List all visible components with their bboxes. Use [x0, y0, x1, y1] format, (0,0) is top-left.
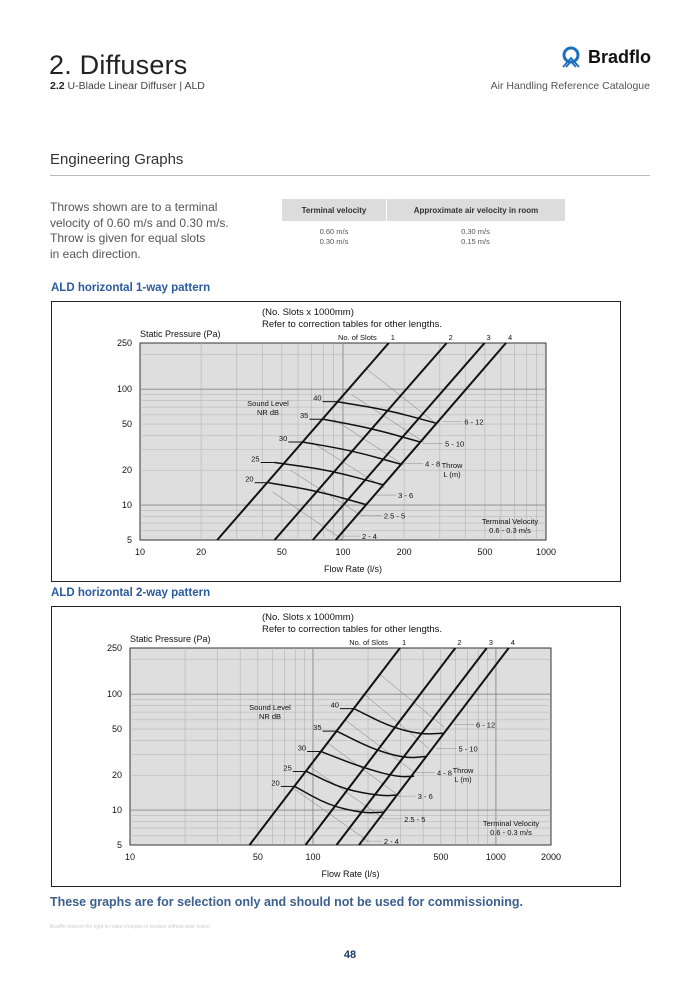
section-divider — [50, 175, 650, 176]
intro-line: velocity of 0.60 m/s and 0.30 m/s. — [50, 215, 229, 230]
table-header — [282, 199, 565, 221]
throw-label: 3 - 6 — [417, 792, 433, 802]
chart-note: (No. Slots x 1000mm) — [262, 307, 354, 318]
x-axis-label: Flow Rate (l/s) — [321, 869, 380, 879]
throw-label: 5 - 10 — [444, 439, 465, 449]
y-tick-label: 50 — [111, 724, 122, 735]
x-tick-label: 500 — [433, 852, 449, 862]
column-header: Terminal velocity — [282, 199, 387, 221]
terminal-velocity-value: 0.6 - 0.3 m/s — [489, 526, 531, 535]
x-tick-label: 10 — [124, 852, 136, 862]
x-tick-label: 50 — [276, 547, 287, 557]
y-axis-label: Static Pressure (Pa) — [140, 329, 221, 339]
x-tick-label: 1000 — [535, 547, 557, 557]
sound-level-label: Sound Level — [249, 703, 291, 712]
x-tick-label: 2000 — [540, 852, 562, 862]
chart-note: Refer to correction tables for other lengths. — [262, 319, 443, 330]
chart-1way — [51, 301, 621, 582]
column-header: Approximate air velocity in room — [413, 205, 539, 215]
terminal-velocity-label: Terminal Velocity — [482, 819, 540, 828]
intro-line: in each direction. — [50, 246, 141, 261]
y-axis-label: Static Pressure (Pa) — [130, 634, 211, 644]
throw-label: 4 - 8 — [425, 459, 441, 469]
throw-label: 4 - 8 — [436, 768, 452, 778]
x-tick-label: 50 — [252, 852, 263, 862]
throw-label: 5 - 10 — [458, 744, 478, 754]
graph-heading-2way: ALD horizontal 2-way pattern — [51, 587, 211, 599]
sound-curve-label: 35 — [299, 411, 309, 421]
page-title: 2. Diffusers — [49, 50, 188, 80]
sound-curve-label: 25 — [251, 454, 260, 464]
slot-line-label: 1 — [390, 333, 395, 342]
x-tick-label: 100 — [305, 852, 321, 862]
throw-axis-label: Throw — [452, 766, 474, 775]
x-tick-label: 100 — [335, 547, 351, 557]
terminal-velocity-value: 0.6 - 0.3 m/s — [490, 828, 532, 837]
throw-label: 2 - 4 — [361, 532, 377, 542]
brand-name: Bradflo — [588, 46, 651, 67]
throw-label: 2 - 4 — [383, 837, 399, 847]
throw-label: 3 - 6 — [398, 491, 414, 501]
table-cell — [386, 227, 565, 247]
throw-label: 6 - 12 — [464, 417, 484, 427]
y-tick-label: 100 — [106, 689, 122, 700]
throw-axis-unit: L (m) — [443, 470, 461, 479]
sound-level-unit: NR dB — [258, 712, 282, 721]
cell-value: 0.15 m/s — [461, 237, 490, 246]
sound-curve-label: 35 — [313, 723, 322, 733]
y-tick-label: 20 — [111, 770, 122, 781]
y-tick-label: 5 — [126, 535, 132, 545]
disclaimer: These graphs are for selection only and should not be used for commissioning. — [50, 895, 523, 909]
slots-label: No. of Slots — [349, 638, 388, 647]
page-number: 48 — [343, 949, 357, 961]
catalogue-title: Air Handling Reference Catalogue — [490, 80, 650, 92]
y-tick-label: 5 — [116, 840, 122, 850]
x-tick-label: 20 — [196, 547, 207, 557]
slot-line-label: 3 — [488, 638, 493, 647]
x-tick-label: 500 — [477, 547, 493, 557]
sound-curve-label: 20 — [245, 474, 254, 484]
slot-line-label: 4 — [510, 638, 515, 647]
sound-curve-label: 40 — [313, 393, 322, 403]
y-tick-label: 50 — [121, 419, 132, 430]
slot-line-label: 2 — [448, 333, 453, 342]
slots-label: No. of Slots — [337, 333, 377, 342]
sound-curve-label: 25 — [283, 763, 292, 773]
graph-heading-1way: ALD horizontal 1-way pattern — [51, 282, 211, 294]
y-tick-label: 250 — [116, 338, 132, 348]
cell-value: 0.30 m/s — [319, 237, 349, 246]
table-body — [282, 221, 565, 247]
bradflo-logo-icon — [560, 46, 582, 68]
y-tick-label: 10 — [121, 500, 132, 511]
chart-2way — [51, 606, 621, 887]
slot-line-label: 1 — [401, 638, 407, 647]
throw-axis-label: Throw — [441, 461, 463, 470]
sound-curve-label: 30 — [278, 434, 288, 444]
terminal-velocity-label: Terminal Velocity — [481, 517, 539, 526]
slot-line-label: 2 — [457, 638, 462, 647]
sound-curve-label: 20 — [271, 778, 280, 788]
throw-axis-unit: L (m) — [454, 775, 472, 784]
chart-2way-svg — [52, 607, 619, 885]
cell-value: 0.30 m/s — [461, 227, 490, 236]
chart-note: Refer to correction tables for other lengths. — [262, 624, 443, 635]
intro-line: Throw is given for equal slots — [50, 231, 206, 245]
throw-label: 2.5 - 5 — [404, 814, 426, 824]
section-title: Engineering Graphs — [50, 151, 184, 168]
throw-label: 2.5 - 5 — [383, 511, 406, 521]
slot-line-label: 3 — [486, 333, 491, 342]
sound-level-unit: NR dB — [256, 408, 280, 417]
subtitle-number: 2.2 — [50, 80, 65, 92]
velocity-table — [282, 199, 565, 247]
chart-note: (No. Slots x 1000mm) — [262, 612, 354, 623]
y-tick-label: 250 — [106, 643, 122, 653]
x-tick-label: 200 — [396, 547, 412, 557]
y-tick-label: 10 — [111, 805, 122, 816]
page-subtitle — [50, 80, 205, 92]
sound-level-label: Sound Level — [247, 399, 289, 408]
sound-curve-label: 40 — [330, 700, 339, 710]
x-tick-label: 1000 — [485, 852, 506, 862]
fineprint: Bradflo reserve the right to make changes to product without prior notice — [50, 924, 210, 930]
slot-line-label: 4 — [507, 333, 513, 342]
intro-line: Throws shown are to a terminal — [50, 200, 218, 214]
x-tick-label: 10 — [134, 547, 146, 557]
table-cell — [282, 227, 386, 247]
chart-1way-svg — [52, 302, 619, 580]
throw-label: 6 - 12 — [475, 720, 496, 730]
brand-logo — [560, 46, 651, 68]
y-tick-label: 100 — [116, 384, 132, 395]
intro-text — [50, 200, 270, 262]
x-axis-label: Flow Rate (l/s) — [323, 564, 383, 574]
sound-curve-label: 30 — [297, 743, 307, 753]
y-tick-label: 20 — [121, 465, 132, 476]
cell-value: 0.60 m/s — [319, 227, 349, 236]
subtitle-text: U-Blade Linear Diffuser | ALD — [67, 80, 205, 92]
